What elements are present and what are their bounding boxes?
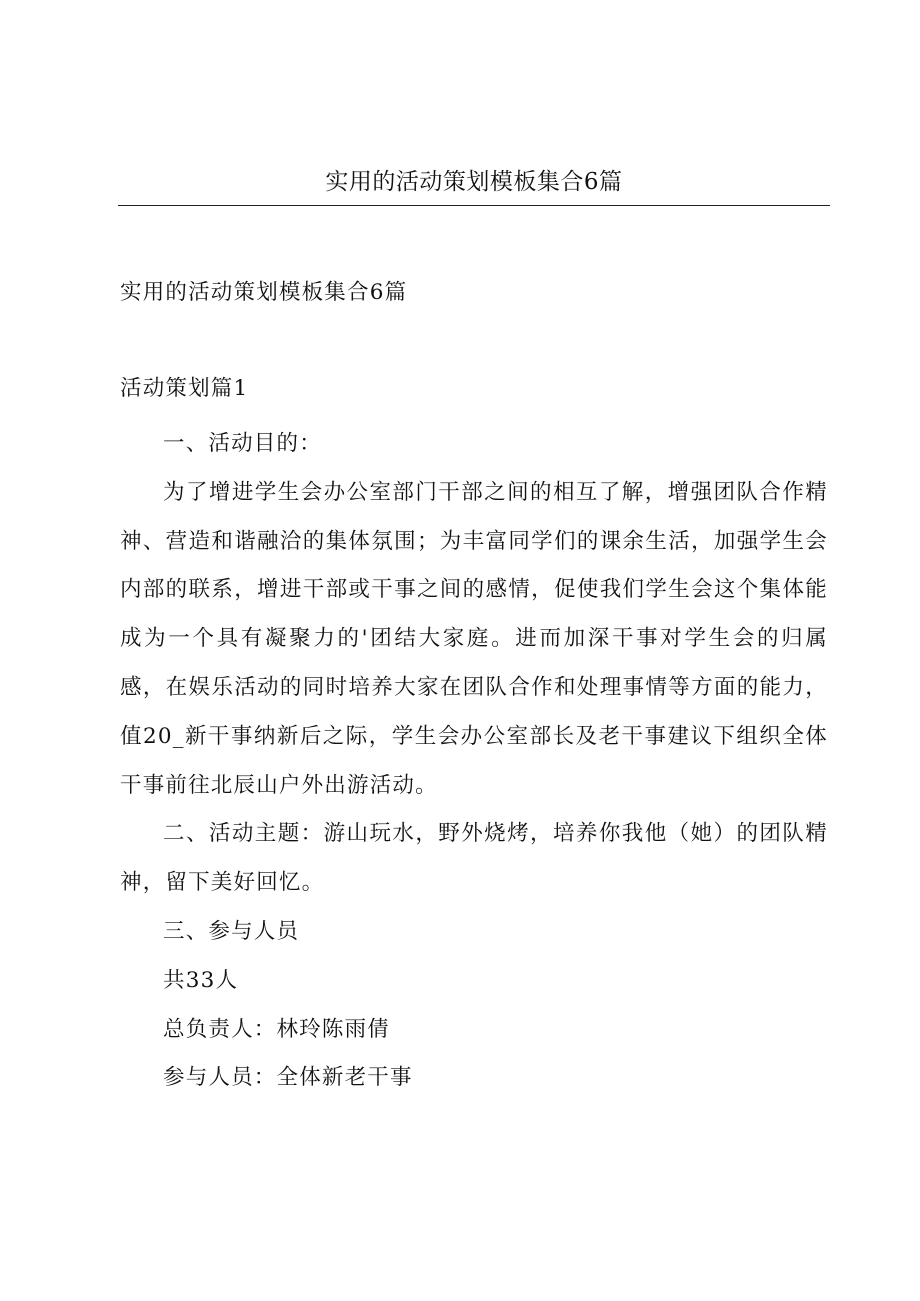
document-header-title: 实用的活动策划模板集合6篇 [325, 169, 623, 195]
paragraph-purpose-heading: 一、活动目的： [163, 431, 322, 456]
header-divider [118, 205, 830, 206]
document-subtitle: 实用的活动策划模板集合6篇 [120, 280, 408, 305]
paragraph-purpose-body: 为了增进学生会办公室部门干部之间的相互了解，增强团队合作精神、营造和谐融洽的集体氛围；为丰富同学们的课余生活，加强学生会内部的联系，增进干部或干事之间的感情，促使我们学生会这个集体能成为一个具有凝聚力的'团结大家庭。进而加深干事对学生会的归属感，在娱乐活动的同时培养大家在团队合作和处理事情等方面的能力，值20_新干事纳新后之际，学生会办公室部长及老干事建议下组织全体干事前往北辰山户外出游活动。 [120, 479, 828, 798]
paragraph-participants: 参与人员：全体新老干事 [163, 1065, 413, 1091]
paragraph-chief-organizer: 总负责人：林玲陈雨倩 [163, 1016, 391, 1042]
paragraph-participants-heading: 三、参与人员 [163, 918, 300, 944]
section-heading: 活动策划篇1 [120, 376, 249, 401]
document-body [120, 420, 828, 1103]
paragraph-participant-count: 共33人 [163, 967, 239, 993]
paragraph-theme: 二、活动主题：游山玩水，野外烧烤，培养你我他（她）的团队精神，留下美好回忆。 [120, 821, 828, 896]
